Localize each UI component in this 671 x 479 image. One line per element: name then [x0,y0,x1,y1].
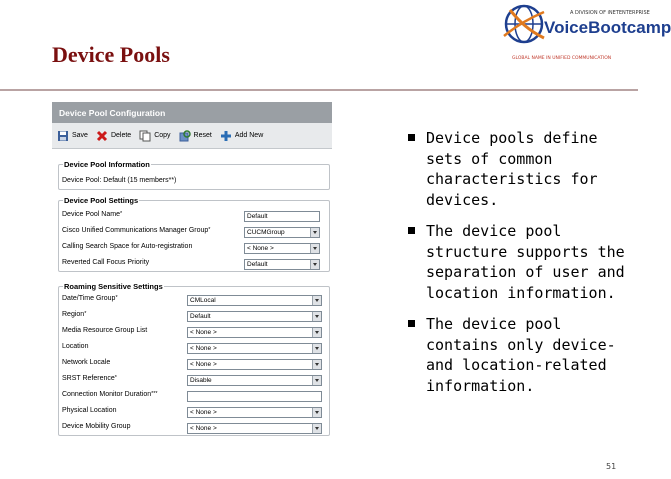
cucm-group-select[interactable]: CUCMGroup [244,227,320,238]
save-label: Save [72,132,88,139]
device-pool-information-legend: Device Pool Information [64,160,150,169]
voicebootcamp-logo [500,2,671,64]
calling-search-space-select[interactable]: < None > [244,243,320,254]
device-pool-info-text: Device Pool: Default (15 members**) [62,177,177,184]
chevron-down-icon [312,408,321,417]
device-pool-settings-legend: Device Pool Settings [64,196,139,205]
globe-logo-icon [500,2,548,48]
bullet-item [408,314,630,396]
device-pool-name-label: Device Pool Name* [62,211,123,218]
region-select[interactable]: Default [187,311,322,322]
region-label: Region* [62,311,87,318]
slide-title: Device Pools [52,42,170,67]
logo-brand-name: VoiceBootcamp [544,18,671,37]
chevron-down-icon [312,328,321,337]
media-resource-group-list-label: Media Resource Group List [62,327,148,334]
reverted-call-focus-label: Reverted Call Focus Priority [62,259,150,266]
square-bullet-icon [408,227,415,234]
device-pool-settings-group [58,196,330,272]
location-label: Location [62,343,89,350]
reverted-call-focus-select[interactable]: Default [244,259,320,270]
location-select[interactable]: < None > [187,343,322,354]
device-mobility-group-label: Device Mobility Group [62,423,131,430]
chevron-down-icon [312,344,321,353]
connection-monitor-duration-input[interactable] [187,391,322,402]
square-bullet-icon [408,320,415,327]
date-time-group-label: Date/Time Group* [62,295,118,302]
chevron-down-icon [310,244,319,253]
add-new-label: Add New [234,132,264,139]
reset-button[interactable] [179,130,212,142]
chevron-down-icon [312,376,321,385]
bullet-item [408,221,630,303]
reset-icon [179,130,191,142]
physical-location-select[interactable]: < None > [187,407,322,418]
chevron-down-icon [312,296,321,305]
bullet-item [408,128,630,210]
media-resource-group-list-select[interactable]: < None > [187,327,322,338]
chevron-down-icon [310,228,319,237]
roaming-sensitive-settings-group [58,282,330,436]
device-pool-information-group [58,160,330,190]
chevron-down-icon [310,260,319,269]
device-pool-name-input[interactable]: Default [244,211,320,222]
logo-tagline-top: A DIVISION OF iNETENTERPRISE [570,10,650,16]
delete-x-icon [96,130,108,142]
connection-monitor-duration-label: Connection Monitor Duration*** [62,391,158,398]
roaming-sensitive-settings-legend: Roaming Sensitive Settings [64,282,163,291]
add-plus-icon [220,130,232,142]
physical-location-label: Physical Location [62,407,117,414]
srst-reference-select[interactable]: Disable [187,375,322,386]
chevron-down-icon [312,424,321,433]
network-locale-label: Network Locale [62,359,111,366]
bullet-list [408,128,630,407]
copy-button[interactable] [139,130,170,142]
logo-tagline-bottom: GLOBAL NAME IN UNIFIED COMMUNICATION [512,56,612,61]
chevron-down-icon [312,312,321,321]
config-toolbar [52,123,332,149]
network-locale-select[interactable]: < None > [187,359,322,370]
add-new-button[interactable] [220,130,263,142]
bullet-text: Device pools define sets of common characteristics for devices. [426,129,598,209]
date-time-group-select[interactable]: CMLocal [187,295,322,306]
reset-label: Reset [193,132,212,139]
copy-icon [139,130,151,142]
config-page-header: Device Pool Configuration [52,102,332,123]
device-pool-screenshot [52,102,332,438]
save-icon [57,130,69,142]
copy-label: Copy [154,132,171,139]
title-divider [0,89,638,91]
delete-button[interactable] [96,130,131,142]
chevron-down-icon [312,360,321,369]
bullet-text: The device pool contains only device- and location-related information. [426,315,616,395]
calling-search-space-label: Calling Search Space for Auto-registration [62,243,193,250]
device-mobility-group-select[interactable]: < None > [187,423,322,434]
delete-label: Delete [110,132,132,139]
bullet-text: The device pool structure supports the separation of user and location information. [426,222,625,302]
cucm-group-label: Cisco Unified Communications Manager Group* [62,227,211,234]
square-bullet-icon [408,134,415,141]
page-number: 51 [606,462,617,471]
srst-reference-label: SRST Reference* [62,375,117,382]
save-button[interactable] [57,130,88,142]
